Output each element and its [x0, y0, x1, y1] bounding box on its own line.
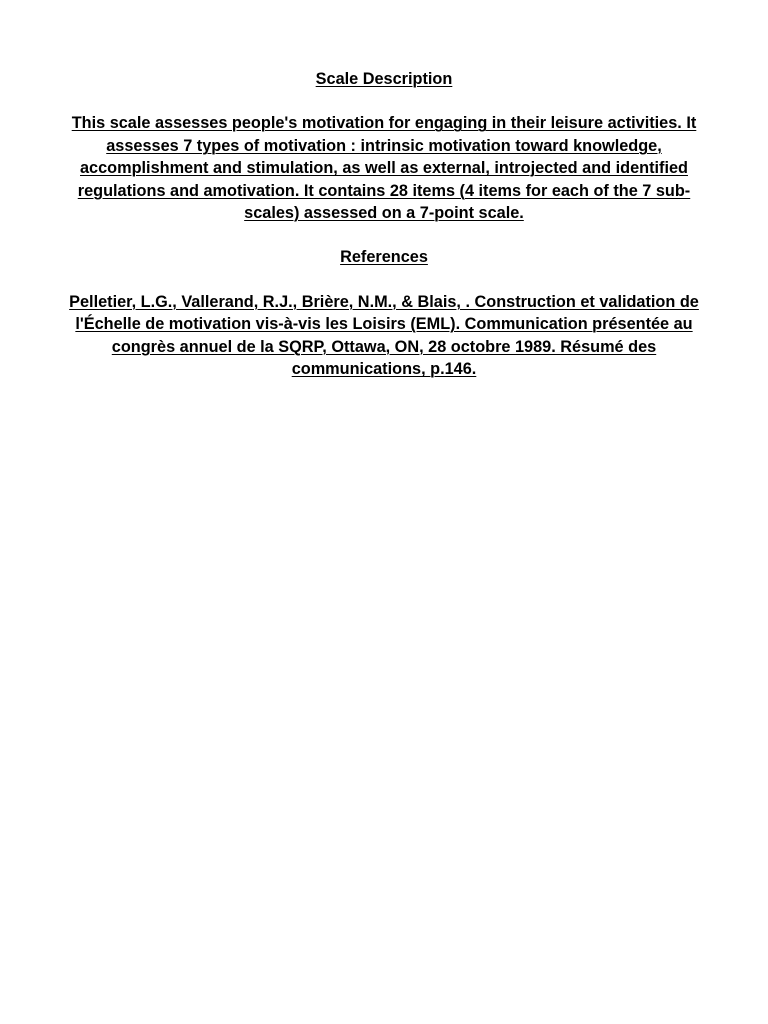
references-heading: References [340, 248, 428, 267]
document-content [58, 68, 710, 402]
scale-description-text: This scale assesses people's motivation for engaging in their leisure activities. It assesses 7 types of motivation : intrinsic motivation toward knowledge, accomplishment and stimulation, as well as external, introjected and identified regulations and amotivation. It contains 28 items (4 items for each of the 7 sub-scales) assessed on a 7-point scale. [71, 114, 697, 223]
scale-description-heading: Scale Description [315, 70, 453, 88]
reference-citation: Pelletier, L.G., Vallerand, R.J., Brière, N.M., & Blais, . Construction et validation de l'Échelle de motivation vis-à-vis les Loisirs (EML). Communication présentée au congrès annuel de la SQRP, Ottawa, ON, 28 octobre 1989. Résumé des communications, p.146. [69, 292, 699, 379]
